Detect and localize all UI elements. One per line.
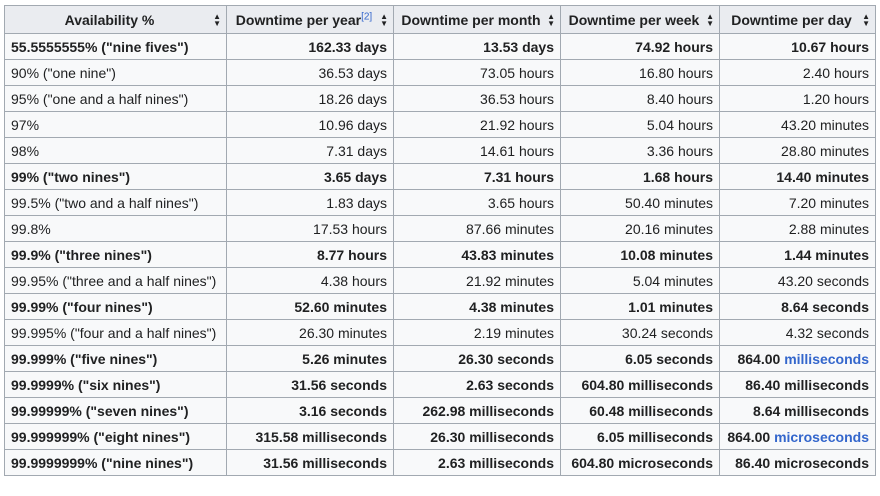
sort-arrows-icon[interactable]: ▲ ▼	[862, 11, 870, 28]
downtime-cell: 10.08 minutes	[561, 242, 720, 268]
availability-cell: 99.5% ("two and a half nines")	[5, 190, 227, 216]
sort-arrows-icon[interactable]: ▲ ▼	[380, 11, 388, 28]
availability-cell: 99.999% ("five nines")	[5, 346, 227, 372]
table-row	[5, 398, 876, 424]
downtime-cell: 8.64 seconds	[720, 294, 876, 320]
column-header-label: Downtime per year	[235, 11, 362, 28]
downtime-cell: 86.40 microseconds	[720, 450, 876, 476]
downtime-cell: 43.83 minutes	[394, 242, 561, 268]
downtime-cell: 74.92 hours	[561, 34, 720, 60]
downtime-cell: 16.80 hours	[561, 60, 720, 86]
downtime-cell: 2.19 minutes	[394, 320, 561, 346]
downtime-cell: 10.96 days	[227, 112, 394, 138]
header-row	[5, 6, 876, 34]
availability-cell: 99.99999% ("seven nines")	[5, 398, 227, 424]
column-header-label: Downtime per day	[731, 11, 852, 28]
downtime-cell: 17.53 hours	[227, 216, 394, 242]
downtime-cell: 14.40 minutes	[720, 164, 876, 190]
column-header-downtime-year[interactable]	[227, 6, 394, 34]
column-header-downtime-day[interactable]	[720, 6, 876, 34]
downtime-cell: 87.66 minutes	[394, 216, 561, 242]
downtime-cell: 1.68 hours	[561, 164, 720, 190]
downtime-cell: 4.38 minutes	[394, 294, 561, 320]
downtime-cell: 864.00 microseconds	[720, 424, 876, 450]
sort-arrows-icon[interactable]: ▲ ▼	[547, 11, 555, 28]
downtime-cell: 2.88 minutes	[720, 216, 876, 242]
downtime-cell: 52.60 minutes	[227, 294, 394, 320]
downtime-cell: 3.65 days	[227, 164, 394, 190]
downtime-cell: 315.58 milliseconds	[227, 424, 394, 450]
unit-link[interactable]: microseconds	[774, 428, 869, 445]
downtime-cell: 604.80 microseconds	[561, 450, 720, 476]
downtime-cell: 86.40 milliseconds	[720, 372, 876, 398]
downtime-cell: 26.30 milliseconds	[394, 424, 561, 450]
downtime-cell: 7.31 days	[227, 138, 394, 164]
downtime-cell: 8.40 hours	[561, 86, 720, 112]
table-row	[5, 190, 876, 216]
table-row	[5, 346, 876, 372]
downtime-cell: 2.63 seconds	[394, 372, 561, 398]
downtime-cell: 162.33 days	[227, 34, 394, 60]
reference-link[interactable]: [2]	[361, 10, 373, 22]
column-header-label: Downtime per month	[401, 11, 541, 28]
downtime-cell: 20.16 minutes	[561, 216, 720, 242]
table-row	[5, 86, 876, 112]
downtime-cell: 8.77 hours	[227, 242, 394, 268]
downtime-cell: 14.61 hours	[394, 138, 561, 164]
downtime-cell: 5.04 minutes	[561, 268, 720, 294]
downtime-cell: 60.48 milliseconds	[561, 398, 720, 424]
downtime-cell: 864.00 milliseconds	[720, 346, 876, 372]
downtime-cell: 50.40 minutes	[561, 190, 720, 216]
availability-cell: 99.9% ("three nines")	[5, 242, 227, 268]
table-row	[5, 268, 876, 294]
downtime-cell: 18.26 days	[227, 86, 394, 112]
downtime-cell: 36.53 days	[227, 60, 394, 86]
availability-cell: 90% ("one nine")	[5, 60, 227, 86]
downtime-cell: 43.20 seconds	[720, 268, 876, 294]
column-header-downtime-week[interactable]	[561, 6, 720, 34]
table-row	[5, 242, 876, 268]
column-header-availability[interactable]	[5, 6, 227, 34]
downtime-cell: 2.40 hours	[720, 60, 876, 86]
table-row	[5, 320, 876, 346]
availability-cell: 99.99% ("four nines")	[5, 294, 227, 320]
table-row	[5, 216, 876, 242]
availability-cell: 97%	[5, 112, 227, 138]
availability-cell: 98%	[5, 138, 227, 164]
availability-cell: 99% ("two nines")	[5, 164, 227, 190]
downtime-cell: 21.92 minutes	[394, 268, 561, 294]
table-row	[5, 164, 876, 190]
sort-arrows-icon[interactable]: ▲ ▼	[706, 11, 714, 28]
downtime-cell: 262.98 milliseconds	[394, 398, 561, 424]
downtime-cell: 8.64 milliseconds	[720, 398, 876, 424]
downtime-cell: 7.31 hours	[394, 164, 561, 190]
availability-cell: 99.9999999% ("nine nines")	[5, 450, 227, 476]
table-row	[5, 294, 876, 320]
table-row	[5, 34, 876, 60]
sort-arrows-icon[interactable]: ▲ ▼	[213, 11, 221, 28]
availability-cell: 99.999999% ("eight nines")	[5, 424, 227, 450]
downtime-cell: 5.26 minutes	[227, 346, 394, 372]
table-row	[5, 424, 876, 450]
downtime-cell: 28.80 minutes	[720, 138, 876, 164]
downtime-cell: 4.38 hours	[227, 268, 394, 294]
table-body	[5, 34, 876, 476]
table-row	[5, 450, 876, 476]
availability-cell: 55.5555555% ("nine fives")	[5, 34, 227, 60]
downtime-cell: 30.24 seconds	[561, 320, 720, 346]
downtime-cell: 21.92 hours	[394, 112, 561, 138]
table-row	[5, 372, 876, 398]
downtime-cell: 6.05 seconds	[561, 346, 720, 372]
downtime-cell: 1.83 days	[227, 190, 394, 216]
column-header-label: Downtime per week	[568, 11, 700, 28]
downtime-cell: 1.01 minutes	[561, 294, 720, 320]
downtime-cell: 10.67 hours	[720, 34, 876, 60]
availability-cell: 99.9999% ("six nines")	[5, 372, 227, 398]
downtime-cell: 1.20 hours	[720, 86, 876, 112]
downtime-cell: 26.30 minutes	[227, 320, 394, 346]
downtime-cell: 73.05 hours	[394, 60, 561, 86]
downtime-cell: 43.20 minutes	[720, 112, 876, 138]
downtime-cell: 3.36 hours	[561, 138, 720, 164]
table-row	[5, 112, 876, 138]
downtime-cell: 3.16 seconds	[227, 398, 394, 424]
downtime-cell: 1.44 minutes	[720, 242, 876, 268]
downtime-cell: 6.05 milliseconds	[561, 424, 720, 450]
availability-cell: 99.95% ("three and a half nines")	[5, 268, 227, 294]
downtime-cell: 4.32 seconds	[720, 320, 876, 346]
availability-cell: 99.995% ("four and a half nines")	[5, 320, 227, 346]
availability-cell: 95% ("one and a half nines")	[5, 86, 227, 112]
table-row	[5, 60, 876, 86]
availability-cell: 99.8%	[5, 216, 227, 242]
downtime-cell: 31.56 milliseconds	[227, 450, 394, 476]
availability-table	[4, 5, 876, 476]
downtime-cell: 5.04 hours	[561, 112, 720, 138]
downtime-cell: 2.63 milliseconds	[394, 450, 561, 476]
downtime-cell: 3.65 hours	[394, 190, 561, 216]
downtime-cell: 7.20 minutes	[720, 190, 876, 216]
downtime-cell: 31.56 seconds	[227, 372, 394, 398]
column-header-label: Availability %	[64, 11, 155, 28]
downtime-cell: 604.80 milliseconds	[561, 372, 720, 398]
downtime-cell: 36.53 hours	[394, 86, 561, 112]
column-header-downtime-month[interactable]	[394, 6, 561, 34]
table-row	[5, 138, 876, 164]
unit-link[interactable]: milliseconds	[784, 350, 869, 367]
downtime-cell: 26.30 seconds	[394, 346, 561, 372]
downtime-cell: 13.53 days	[394, 34, 561, 60]
